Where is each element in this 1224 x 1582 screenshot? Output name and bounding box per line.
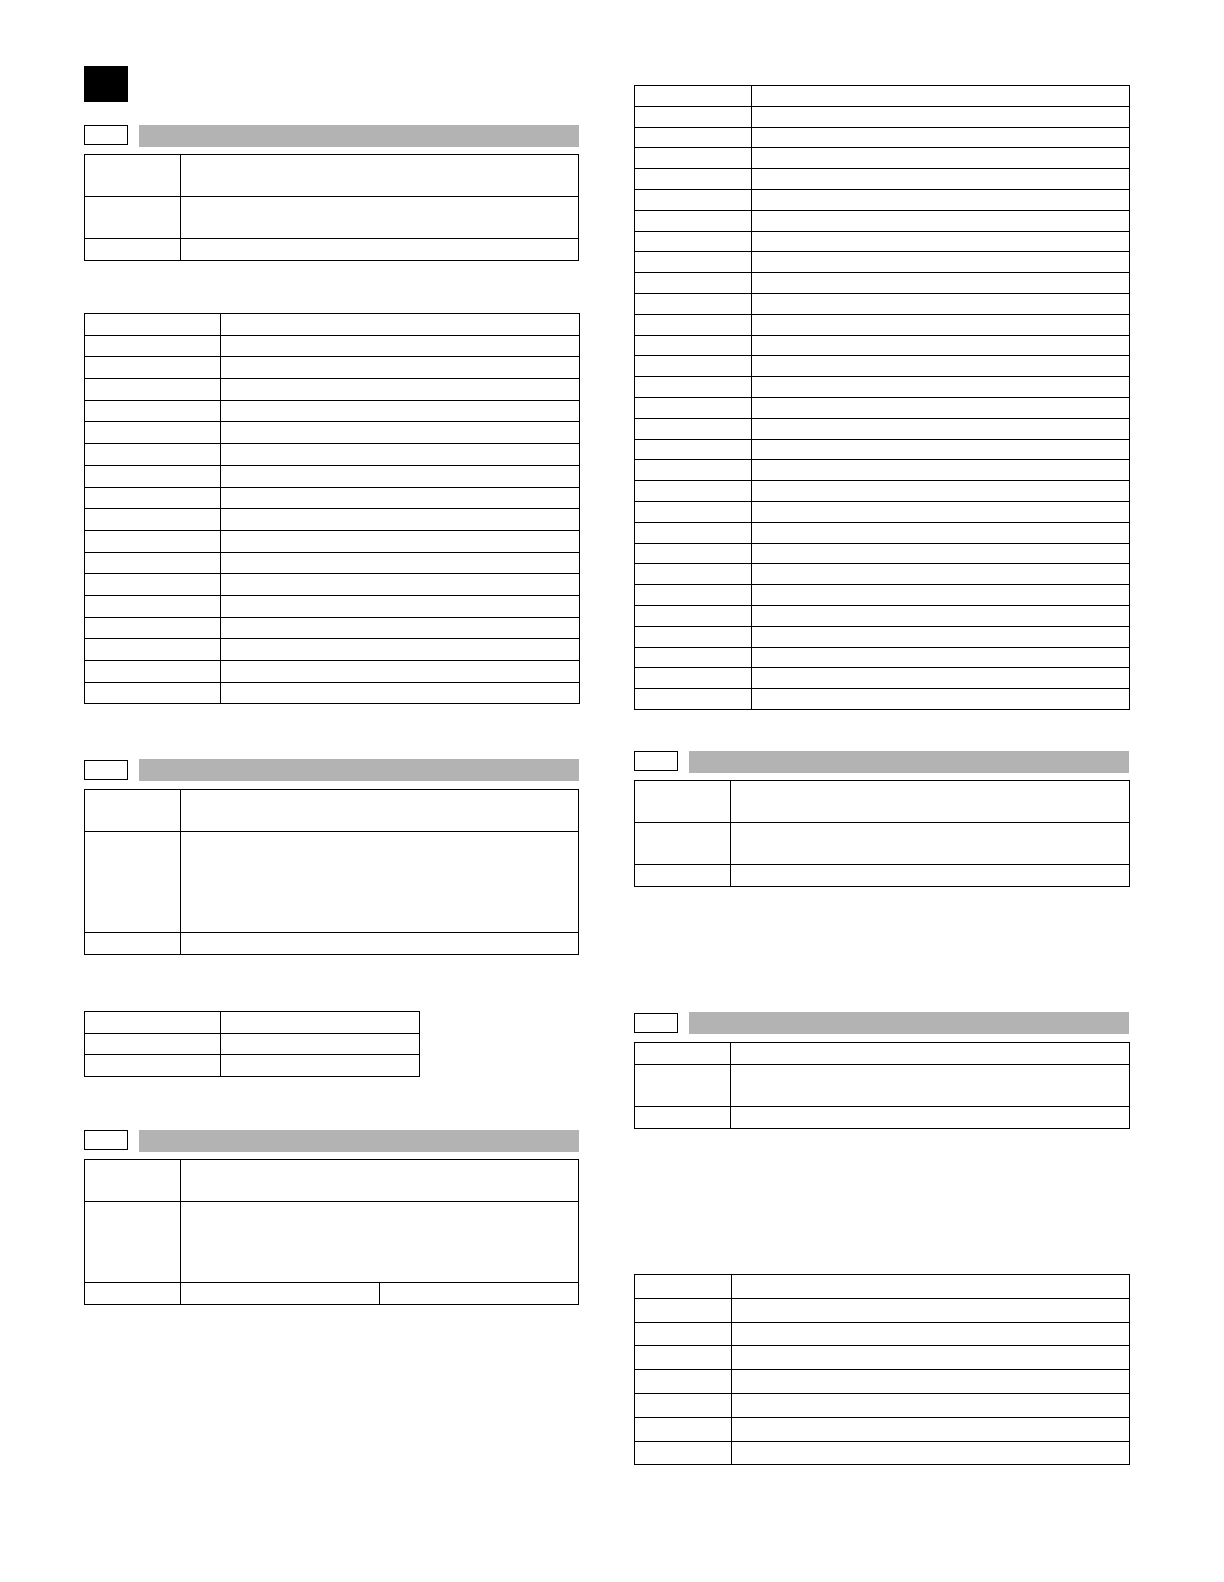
table-cell-label [635, 1346, 732, 1370]
info-value [181, 197, 579, 239]
table-cell-label [635, 86, 752, 107]
table-cell-label [635, 1275, 732, 1299]
table-row [85, 617, 580, 639]
table-row [635, 626, 1130, 647]
table-cell-value [752, 335, 1130, 356]
table-cell-label [85, 314, 221, 336]
table-cell-value [752, 605, 1130, 626]
table-cell-value [752, 418, 1130, 439]
table-cell-label [635, 293, 752, 314]
table-row [635, 543, 1130, 564]
table-cell-value [752, 397, 1130, 418]
section-title-bar [689, 1012, 1129, 1034]
table-row [635, 605, 1130, 626]
table-row [635, 1275, 1130, 1299]
info-value [181, 790, 579, 832]
table-cell-value [221, 379, 580, 401]
table-row [635, 169, 1130, 190]
info-label [85, 1202, 181, 1283]
table-cell-label [635, 106, 752, 127]
list-table [634, 85, 1130, 710]
table-cell-value [752, 86, 1130, 107]
table-cell-value [752, 148, 1130, 169]
table-cell-value [752, 689, 1130, 710]
section-number-box [634, 751, 678, 771]
section-number-box [84, 1130, 128, 1150]
table-cell-value [752, 356, 1130, 377]
table-cell-value [732, 1322, 1130, 1346]
table-cell-value [221, 595, 580, 617]
section-number-box [84, 760, 128, 780]
table-cell-label [635, 210, 752, 231]
table-cell-label [635, 397, 752, 418]
chapter-marker [84, 66, 128, 102]
table-cell-value [732, 1275, 1130, 1299]
table-cell-label [635, 335, 752, 356]
info-label [635, 1043, 731, 1065]
info-value-extra [380, 1283, 579, 1305]
section-title-bar [139, 759, 579, 781]
table-cell-value [752, 481, 1130, 502]
table-cell-label [635, 439, 752, 460]
table-row [635, 1370, 1130, 1394]
table-cell-value [221, 661, 580, 683]
table-cell-value [221, 1033, 420, 1055]
table-row [635, 1298, 1130, 1322]
table-cell-value [752, 585, 1130, 606]
table-cell-value [732, 1346, 1130, 1370]
table-row [635, 314, 1130, 335]
table-cell-value [752, 106, 1130, 127]
info-value [181, 239, 579, 261]
table-row [85, 1055, 420, 1077]
table-cell-value [752, 543, 1130, 564]
table-cell-label [635, 127, 752, 148]
table-cell-label [85, 509, 221, 531]
table-cell-label [85, 1033, 221, 1055]
list-table [634, 1274, 1130, 1465]
table-cell-label [85, 487, 221, 509]
info-value [731, 823, 1130, 865]
info-label [635, 823, 731, 865]
table-cell-label [85, 617, 221, 639]
table-cell-value [752, 231, 1130, 252]
table-cell-value [221, 422, 580, 444]
table-cell-label [635, 252, 752, 273]
table-cell-value [732, 1417, 1130, 1441]
table-cell-value [221, 314, 580, 336]
table-cell-value [221, 444, 580, 466]
table-cell-label [85, 552, 221, 574]
table-row [85, 400, 580, 422]
info-label [635, 781, 731, 823]
table-cell-label [635, 1370, 732, 1394]
section-info-table [634, 780, 1130, 887]
table-cell-value [752, 314, 1130, 335]
table-row [635, 1346, 1130, 1370]
info-label [85, 1283, 181, 1305]
table-cell-value [221, 682, 580, 704]
info-value [181, 832, 579, 933]
table-row [635, 439, 1130, 460]
table-cell-label [635, 148, 752, 169]
info-label [85, 239, 181, 261]
section-number-box [634, 1013, 678, 1033]
table-row [635, 522, 1130, 543]
info-value [181, 1202, 579, 1283]
section-title-bar [139, 1130, 579, 1152]
table-cell-value [752, 127, 1130, 148]
table-cell-label [635, 522, 752, 543]
table-cell-label [635, 418, 752, 439]
table-cell-label [85, 595, 221, 617]
table-cell-label [635, 273, 752, 294]
table-cell-value [752, 522, 1130, 543]
info-value [731, 1107, 1130, 1129]
table-row [85, 682, 580, 704]
table-cell-label [635, 377, 752, 398]
table-row [635, 335, 1130, 356]
table-cell-value [752, 564, 1130, 585]
table-row [85, 444, 580, 466]
table-cell-label [635, 626, 752, 647]
table-cell-label [635, 314, 752, 335]
table-cell-label [85, 682, 221, 704]
table-cell-value [752, 668, 1130, 689]
info-label [635, 1107, 731, 1129]
table-cell-value [221, 530, 580, 552]
table-cell-label [635, 605, 752, 626]
table-row [635, 189, 1130, 210]
table-row [635, 1441, 1130, 1465]
table-cell-value [221, 400, 580, 422]
table-row [635, 1322, 1130, 1346]
info-value [181, 155, 579, 197]
table-cell-value [732, 1298, 1130, 1322]
table-cell-label [635, 481, 752, 502]
table-row [85, 509, 580, 531]
info-label [635, 865, 731, 887]
table-cell-label [635, 668, 752, 689]
table-cell-label [85, 335, 221, 357]
table-cell-label [85, 357, 221, 379]
table-cell-value [221, 617, 580, 639]
table-cell-label [635, 1298, 732, 1322]
section-title-bar [139, 125, 579, 147]
table-cell-value [221, 465, 580, 487]
table-cell-value [752, 626, 1130, 647]
table-cell-value [752, 273, 1130, 294]
table-row [635, 252, 1130, 273]
info-value [731, 1043, 1130, 1065]
table-cell-value [221, 1055, 420, 1077]
table-cell-label [635, 189, 752, 210]
table-cell-value [221, 487, 580, 509]
section-info-table [84, 154, 579, 261]
table-row [85, 379, 580, 401]
table-row [85, 357, 580, 379]
table-cell-value [752, 501, 1130, 522]
table-cell-value [752, 293, 1130, 314]
table-row [635, 1417, 1130, 1441]
table-cell-label [635, 501, 752, 522]
info-value [731, 1065, 1130, 1107]
table-row [85, 335, 580, 357]
table-cell-label [85, 661, 221, 683]
table-cell-value [752, 252, 1130, 273]
table-cell-label [635, 647, 752, 668]
table-row [635, 460, 1130, 481]
table-cell-label [85, 444, 221, 466]
section-info-table [634, 1042, 1130, 1129]
table-row [635, 210, 1130, 231]
table-cell-label [635, 356, 752, 377]
table-row [635, 293, 1130, 314]
info-label [85, 197, 181, 239]
table-cell-label [635, 1441, 732, 1465]
table-row [85, 1012, 420, 1034]
info-value [181, 933, 579, 955]
list-table [84, 1011, 420, 1077]
table-cell-label [635, 564, 752, 585]
table-cell-value [752, 169, 1130, 190]
table-cell-label [85, 574, 221, 596]
table-cell-value [752, 189, 1130, 210]
table-row [635, 418, 1130, 439]
table-cell-label [635, 689, 752, 710]
table-row [85, 487, 580, 509]
table-cell-value [752, 377, 1130, 398]
table-row [635, 397, 1130, 418]
table-row [635, 231, 1130, 252]
table-cell-value [752, 439, 1130, 460]
table-row [635, 668, 1130, 689]
table-row [635, 1393, 1130, 1417]
table-row [635, 481, 1130, 502]
table-cell-value [221, 357, 580, 379]
table-cell-value [752, 647, 1130, 668]
table-row [85, 574, 580, 596]
info-label [635, 1065, 731, 1107]
table-cell-label [635, 231, 752, 252]
table-cell-label [635, 1322, 732, 1346]
table-row [635, 647, 1130, 668]
table-row [635, 564, 1130, 585]
info-label [85, 155, 181, 197]
table-cell-label [635, 1393, 732, 1417]
table-cell-value [752, 460, 1130, 481]
table-row [635, 501, 1130, 522]
table-row [635, 148, 1130, 169]
table-cell-value [732, 1370, 1130, 1394]
table-row [85, 552, 580, 574]
table-cell-label [85, 530, 221, 552]
table-row [85, 314, 580, 336]
table-row [85, 422, 580, 444]
table-cell-label [85, 1012, 221, 1034]
info-label [85, 832, 181, 933]
table-row [635, 273, 1130, 294]
table-row [635, 106, 1130, 127]
table-row [85, 595, 580, 617]
table-cell-label [635, 169, 752, 190]
info-label [85, 933, 181, 955]
table-row [85, 639, 580, 661]
table-cell-label [85, 465, 221, 487]
table-cell-label [85, 422, 221, 444]
table-cell-value [732, 1441, 1130, 1465]
info-value [181, 1283, 380, 1305]
table-cell-value [221, 1012, 420, 1034]
table-cell-label [85, 400, 221, 422]
info-value [181, 1160, 579, 1202]
section-info-table [84, 789, 579, 955]
table-cell-value [221, 639, 580, 661]
info-label [85, 1160, 181, 1202]
table-cell-label [85, 1055, 221, 1077]
section-number-box [84, 125, 128, 145]
table-row [635, 689, 1130, 710]
table-cell-label [635, 460, 752, 481]
table-cell-value [221, 574, 580, 596]
table-cell-value [752, 210, 1130, 231]
section-title-bar [689, 751, 1129, 773]
table-row [85, 1033, 420, 1055]
table-cell-label [635, 543, 752, 564]
table-row [635, 86, 1130, 107]
table-cell-label [85, 639, 221, 661]
table-row [85, 465, 580, 487]
table-cell-value [732, 1393, 1130, 1417]
list-table [84, 313, 580, 704]
table-row [635, 377, 1130, 398]
table-row [635, 127, 1130, 148]
table-cell-value [221, 552, 580, 574]
info-value [731, 781, 1130, 823]
table-row [85, 530, 580, 552]
table-cell-value [221, 335, 580, 357]
table-row [635, 585, 1130, 606]
table-row [85, 661, 580, 683]
table-cell-label [635, 1417, 732, 1441]
table-cell-value [221, 509, 580, 531]
info-label [85, 790, 181, 832]
table-cell-label [635, 585, 752, 606]
table-row [635, 356, 1130, 377]
info-value [731, 865, 1130, 887]
table-cell-label [85, 379, 221, 401]
section-info-table [84, 1159, 579, 1305]
